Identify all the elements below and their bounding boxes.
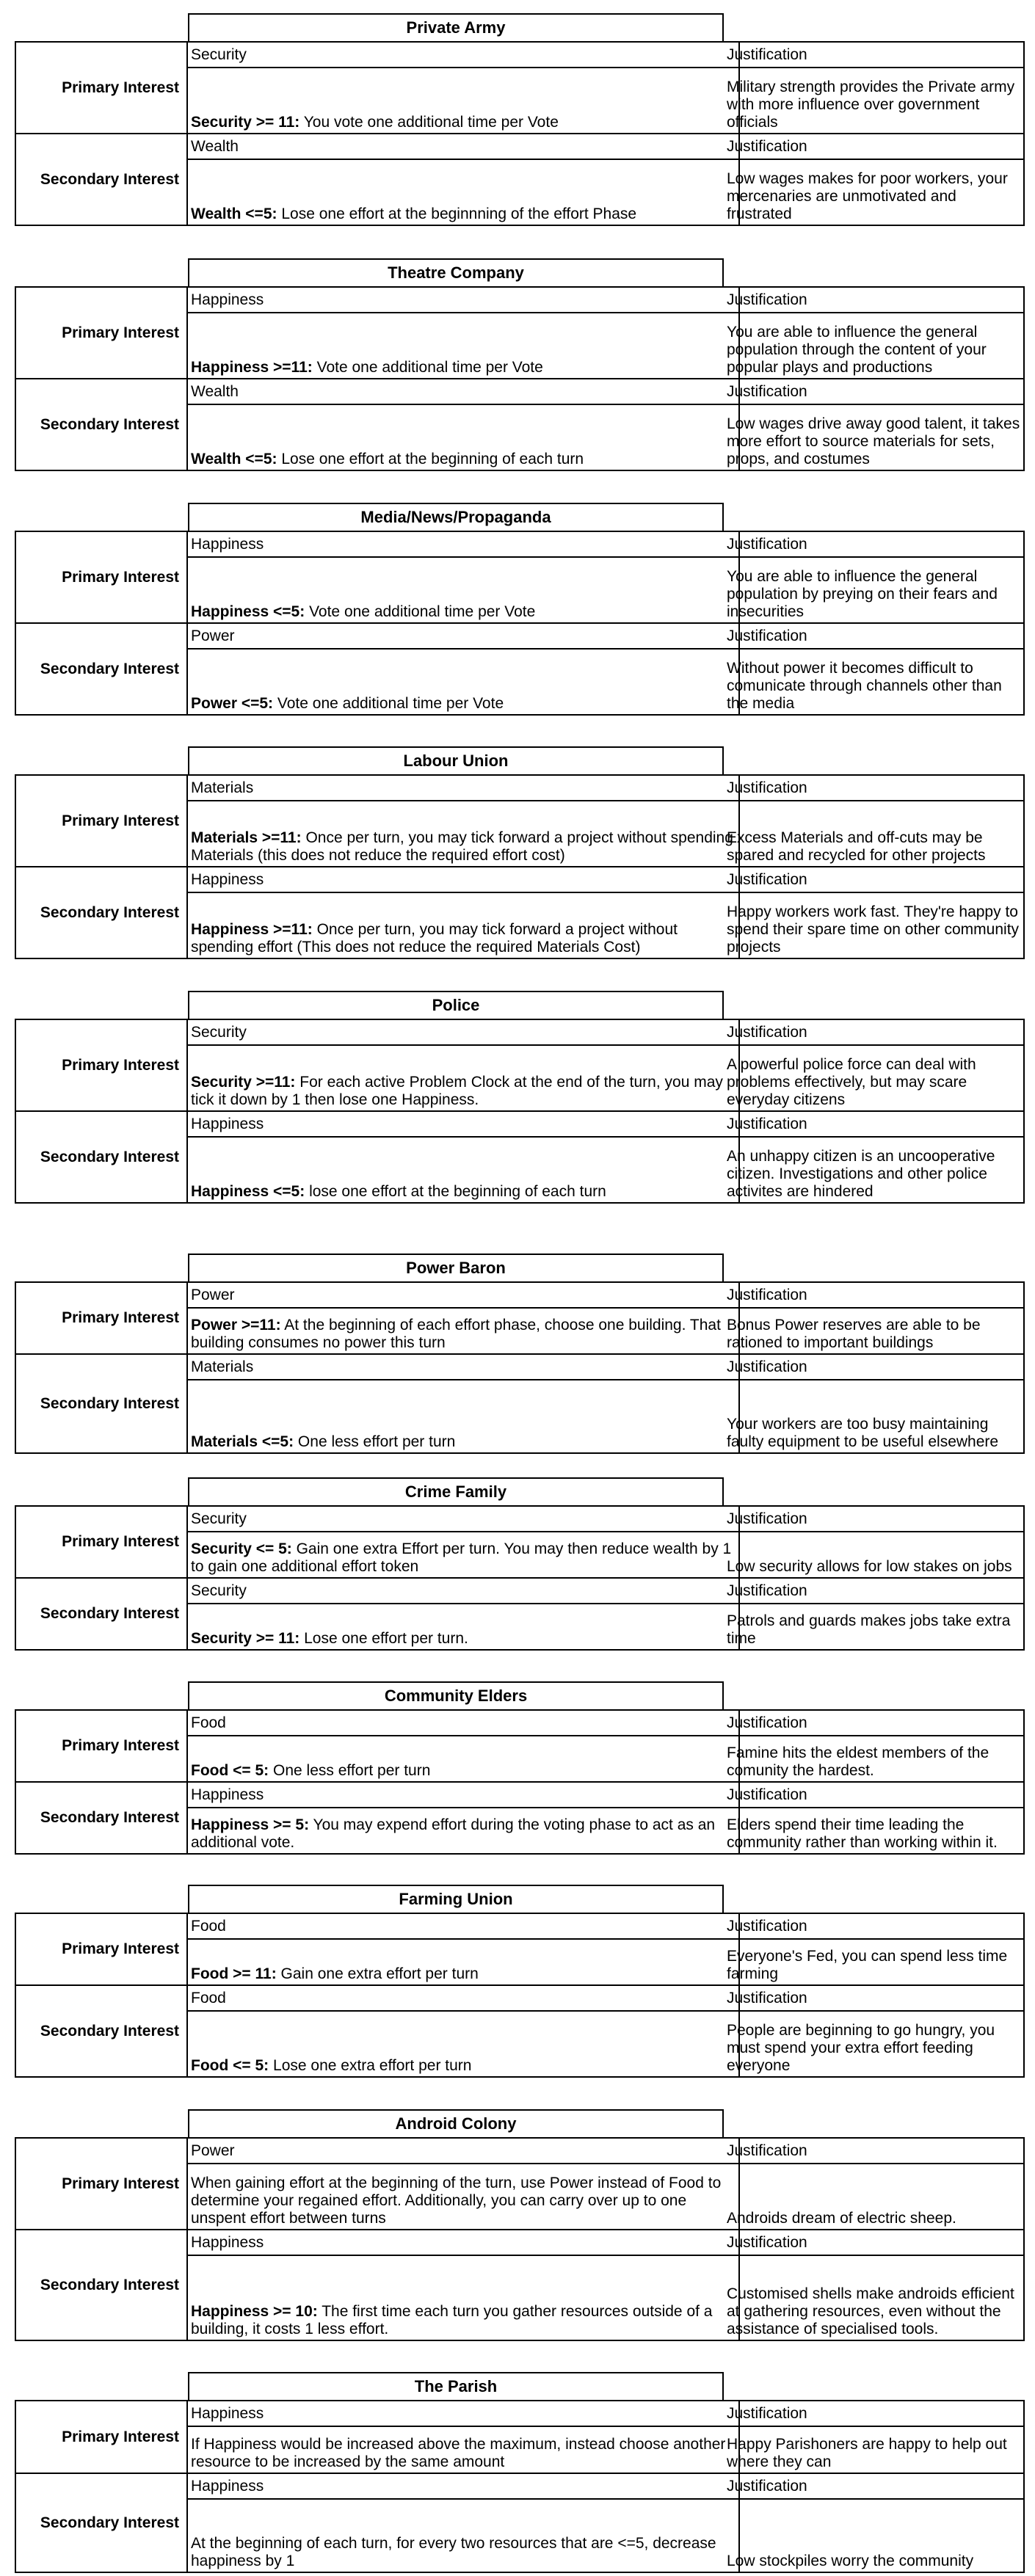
resource-cell: Happiness (188, 531, 740, 558)
secondary-interest-label: Secondary Interest (15, 378, 188, 471)
justification-header: Justification (724, 1984, 1025, 2012)
primary-interest-label: Primary Interest (15, 531, 188, 624)
effect-cell (188, 801, 740, 867)
effect-cell (188, 2256, 740, 2341)
secondary-interest-label: Secondary Interest (15, 1577, 188, 1651)
justification-header: Justification (724, 378, 1025, 405)
effect-text (191, 1630, 468, 1648)
effect-condition: Security <= 5: (191, 1540, 292, 1557)
effect-cell (188, 1736, 740, 1783)
faction-power-baron (0, 1254, 1035, 1457)
effect-condition: Security >= 11: (191, 1630, 300, 1647)
effect-description: Lose one effort at the beginnning of the effort Phase (277, 205, 637, 222)
secondary-interest-block (15, 1577, 1025, 1651)
primary-interest-block (15, 2400, 1025, 2474)
effect-condition: Happiness <=5: (191, 1183, 305, 1200)
faction-crime-family (0, 1477, 1035, 1653)
justification-text (724, 1138, 1025, 1204)
effect-text (191, 2436, 736, 2471)
justification-header: Justification (724, 2473, 1025, 2500)
effect-condition: Wealth <=5: (191, 205, 277, 222)
effect-description: One less effort per turn (294, 1433, 456, 1450)
justification-header: Justification (724, 1281, 1025, 1309)
primary-interest-block (15, 774, 1025, 867)
secondary-interest-block (15, 2229, 1025, 2341)
justification-text (724, 650, 1025, 716)
faction-private-army (0, 13, 1035, 229)
primary-interest-block (15, 1281, 1025, 1355)
secondary-interest-label: Secondary Interest (15, 2229, 188, 2341)
effect-condition: Happiness >= 10: (191, 2303, 318, 2320)
justification-text (724, 801, 1025, 867)
justification-header: Justification (724, 774, 1025, 801)
effect-text (191, 1762, 430, 1780)
effect-description: Lose one effort per turn. (299, 1630, 468, 1647)
resource-cell: Materials (188, 774, 740, 801)
effect-description: At the beginning of each turn, for every two resources that are <=5, decrease happiness by 1 (191, 2535, 716, 2569)
justification-text (724, 558, 1025, 624)
secondary-interest-block (15, 622, 1025, 716)
resource-cell: Materials (188, 1353, 740, 1380)
justification-value: Military strength provides the Private army with more influence over government officials (727, 79, 1015, 131)
justification-header: Justification (724, 1505, 1025, 1532)
resource-cell: Wealth (188, 378, 740, 405)
effect-condition: Happiness >=11: (191, 921, 313, 938)
resource-cell: Happiness (188, 2473, 740, 2500)
effect-text (191, 1183, 606, 1201)
primary-interest-label: Primary Interest (15, 2400, 188, 2474)
justification-text (724, 2427, 1025, 2474)
justification-text (724, 2256, 1025, 2341)
effect-cell (188, 1532, 740, 1579)
justification-value: Low wages makes for poor workers, your mercenaries are unmotivated and frustrated (727, 170, 1008, 222)
justification-value: You are able to influence the general population through the content of your popular plays and productions (727, 324, 987, 376)
justification-value: People are beginning to go hungry, you must spend your extra effort feeding everyone (727, 2022, 995, 2074)
effect-text (191, 829, 736, 865)
justification-value: Excess Materials and off-cuts may be spared and recycled for other projects (727, 829, 986, 864)
justification-header: Justification (724, 1709, 1025, 1736)
primary-interest-block (15, 1709, 1025, 1783)
effect-cell (188, 558, 740, 624)
primary-interest-label: Primary Interest (15, 774, 188, 867)
effect-description: You may expend effort during the voting phase to act as an additional vote. (191, 1816, 716, 1851)
justification-header: Justification (724, 622, 1025, 650)
resource-cell: Security (188, 1019, 740, 1046)
primary-interest-block (15, 41, 1025, 134)
faction-title: Farming Union (188, 1885, 724, 1914)
faction-farming-union (0, 1885, 1035, 2081)
effect-condition: Wealth <=5: (191, 451, 277, 467)
secondary-interest-label: Secondary Interest (15, 866, 188, 959)
faction-title: Theatre Company (188, 258, 724, 288)
justification-text (724, 2164, 1025, 2230)
resource-cell: Food (188, 1984, 740, 2012)
justification-text (724, 405, 1025, 471)
primary-interest-block (15, 286, 1025, 379)
faction-title: Media/News/Propaganda (188, 503, 724, 532)
secondary-interest-block (15, 378, 1025, 471)
primary-interest-label: Primary Interest (15, 286, 188, 379)
effect-cell (188, 1380, 740, 1454)
justification-value: Everyone's Fed, you can spend less time farming (727, 1948, 1008, 1982)
primary-interest-label: Primary Interest (15, 1709, 188, 1783)
faction-title: Private Army (188, 13, 724, 43)
resource-cell: Happiness (188, 1781, 740, 1808)
secondary-interest-block (15, 866, 1025, 959)
justification-value: Customised shells make androids efficient at gathering resources, even without the assistance of specialised tools. (727, 2285, 1014, 2337)
effect-condition: Food <= 5: (191, 2057, 269, 2074)
effect-text (191, 1816, 736, 1852)
primary-interest-block (15, 1913, 1025, 1986)
justification-value: Low stockpiles worry the community (727, 2553, 974, 2569)
justification-header: Justification (724, 866, 1025, 893)
justification-value: Bonus Power reserves are able to be rationed to important buildings (727, 1317, 981, 1351)
resource-cell: Food (188, 1709, 740, 1736)
effect-description: Lose one effort at the beginning of each turn (277, 451, 584, 467)
effect-text (191, 1433, 455, 1451)
secondary-interest-label: Secondary Interest (15, 1353, 188, 1454)
effect-description: Once per turn, you may tick forward a project without spending effort (This does not reduce the required Materials Cost) (191, 921, 678, 956)
secondary-interest-label: Secondary Interest (15, 1110, 188, 1204)
resource-cell: Happiness (188, 2229, 740, 2256)
effect-description: For each active Problem Clock at the end of the turn, you may tick it down by 1 then lose one Happiness. (191, 1074, 723, 1108)
resource-cell: Happiness (188, 866, 740, 893)
effect-cell (188, 2012, 740, 2078)
effect-text (191, 1965, 479, 1983)
effect-cell (188, 1309, 740, 1355)
secondary-interest-label: Secondary Interest (15, 1781, 188, 1855)
effect-text (191, 205, 636, 223)
justification-text (724, 1309, 1025, 1355)
effect-description: Vote one additional time per Vote (273, 695, 504, 712)
justification-text (724, 1808, 1025, 1855)
effect-description: Vote one additional time per Vote (312, 359, 543, 376)
justification-header: Justification (724, 2229, 1025, 2256)
effect-description: Gain one extra Effort per turn. You may then reduce wealth by 1 to gain one additional effort token (191, 1540, 732, 1575)
secondary-interest-block (15, 1353, 1025, 1454)
primary-interest-label: Primary Interest (15, 41, 188, 134)
effect-text (191, 695, 504, 713)
secondary-interest-label: Secondary Interest (15, 622, 188, 716)
resource-cell: Security (188, 1577, 740, 1604)
effect-cell (188, 1604, 740, 1651)
resource-cell: Wealth (188, 133, 740, 160)
primary-interest-label: Primary Interest (15, 1913, 188, 1986)
justification-value: Happy workers work fast. They're happy to spend their spare time on other community projects (727, 903, 1020, 956)
justification-header: Justification (724, 2137, 1025, 2164)
secondary-interest-block (15, 1984, 1025, 2078)
primary-interest-label: Primary Interest (15, 2137, 188, 2230)
justification-value: Low security allows for low stakes on jobs (727, 1558, 1012, 1575)
effect-text (191, 2303, 736, 2338)
effect-text (191, 359, 543, 376)
effect-condition: Happiness >=11: (191, 359, 313, 376)
justification-value: Your workers are too busy maintaining faulty equipment to be useful elsewhere (727, 1416, 999, 1450)
primary-interest-block (15, 1505, 1025, 1579)
justification-text (724, 1532, 1025, 1579)
effect-condition: Power >=11: (191, 1317, 281, 1334)
secondary-interest-label: Secondary Interest (15, 133, 188, 226)
justification-value: An unhappy citizen is an uncooperative citizen. Investigations and other police activites are hindered (727, 1148, 995, 1200)
faction-title: Community Elders (188, 1681, 724, 1711)
justification-text (724, 893, 1025, 959)
effect-description: When gaining effort at the beginning of the turn, use Power instead of Food to determine your regained effort. Additionally, you can carry over up to one unspent effort between turns (191, 2175, 722, 2227)
effect-description: lose one effort at the beginning of each turn (305, 1183, 606, 1200)
primary-interest-block (15, 1019, 1025, 1112)
effect-text (191, 2535, 736, 2570)
secondary-interest-block (15, 1781, 1025, 1855)
secondary-interest-label: Secondary Interest (15, 2473, 188, 2573)
justification-header: Justification (724, 41, 1025, 68)
effect-condition: Materials >=11: (191, 829, 302, 846)
effect-description: Gain one extra effort per turn (276, 1965, 479, 1982)
resource-cell: Happiness (188, 2400, 740, 2427)
justification-header: Justification (724, 1781, 1025, 1808)
justification-header: Justification (724, 133, 1025, 160)
effect-cell (188, 1808, 740, 1855)
justification-value: You are able to influence the general population by preying on their fears and insecurities (727, 568, 998, 620)
effect-description: Once per turn, you may tick forward a project without spending Materials (this does not reduce the required effort cost) (191, 829, 733, 864)
justification-text (724, 1380, 1025, 1454)
faction-media-news-propaganda (0, 503, 1035, 718)
effect-description: Vote one additional time per Vote (305, 603, 536, 620)
justification-text (724, 68, 1025, 134)
faction-police (0, 991, 1035, 1207)
primary-interest-label: Primary Interest (15, 1281, 188, 1355)
secondary-interest-block (15, 2473, 1025, 2573)
resource-cell: Security (188, 41, 740, 68)
resource-cell: Power (188, 1281, 740, 1309)
justification-header: Justification (724, 1110, 1025, 1138)
justification-header: Justification (724, 2400, 1025, 2427)
faction-title: Crime Family (188, 1477, 724, 1507)
effect-text (191, 114, 559, 131)
justification-value: Happy Parishoners are happy to help out where they can (727, 2436, 1007, 2470)
effect-description: You vote one additional time per Vote (299, 114, 559, 131)
faction-title: Power Baron (188, 1254, 724, 1283)
effect-cell (188, 2427, 740, 2474)
effect-text (191, 451, 584, 468)
justification-text (724, 1736, 1025, 1783)
resource-cell: Happiness (188, 1110, 740, 1138)
faction-android-colony (0, 2109, 1035, 2344)
effect-description: The first time each turn you gather resources outside of a building, it costs 1 less effort. (191, 2303, 713, 2337)
effect-condition: Food >= 11: (191, 1965, 277, 1982)
justification-text (724, 1940, 1025, 1986)
resource-cell: Security (188, 1505, 740, 1532)
effect-description: If Happiness would be increased above the maximum, instead choose another resource to be increased by the same amount (191, 2436, 726, 2470)
effect-cell (188, 2164, 740, 2230)
justification-text (724, 1046, 1025, 1112)
effect-cell (188, 650, 740, 716)
effect-text (191, 603, 535, 621)
justification-value: Androids dream of electric sheep. (727, 2210, 956, 2227)
justification-header: Justification (724, 531, 1025, 558)
faction-the-parish (0, 2372, 1035, 2576)
effect-text (191, 2175, 736, 2227)
justification-text (724, 2012, 1025, 2078)
effect-description: One less effort per turn (269, 1762, 431, 1779)
justification-value: Elders spend their time leading the community rather than working within it. (727, 1816, 998, 1851)
effect-text (191, 921, 736, 956)
effect-condition: Happiness >= 5: (191, 1816, 310, 1833)
justification-header: Justification (724, 1913, 1025, 1940)
effect-cell (188, 1138, 740, 1204)
primary-interest-label: Primary Interest (15, 1505, 188, 1579)
resource-cell: Food (188, 1913, 740, 1940)
faction-title: The Parish (188, 2372, 724, 2401)
effect-cell (188, 68, 740, 134)
effect-text (191, 1074, 736, 1109)
justification-value: Without power it becomes difficult to comunicate through channels other than the media (727, 660, 1002, 712)
resource-cell: Power (188, 622, 740, 650)
primary-interest-block (15, 2137, 1025, 2230)
effect-cell (188, 405, 740, 471)
effect-cell (188, 893, 740, 959)
faction-title: Android Colony (188, 2109, 724, 2139)
effect-condition: Happiness <=5: (191, 603, 305, 620)
effect-text (191, 2057, 471, 2075)
justification-value: A powerful police force can deal with problems effectively, but may scare everyday citizens (727, 1056, 976, 1108)
effect-condition: Security >= 11: (191, 114, 300, 131)
justification-text (724, 1604, 1025, 1651)
effect-cell (188, 313, 740, 379)
secondary-interest-block (15, 1110, 1025, 1204)
effect-text (191, 1317, 736, 1352)
effect-description: Lose one extra effort per turn (269, 2057, 472, 2074)
secondary-interest-block (15, 133, 1025, 226)
resource-cell: Power (188, 2137, 740, 2164)
justification-value: Patrols and guards makes jobs take extra time (727, 1612, 1011, 1647)
effect-cell (188, 1046, 740, 1112)
effect-condition: Food <= 5: (191, 1762, 269, 1779)
justification-text (724, 160, 1025, 226)
faction-theatre-company (0, 258, 1035, 474)
effect-text (191, 1540, 736, 1576)
effect-condition: Materials <=5: (191, 1433, 294, 1450)
justification-value: Low wages drive away good talent, it takes more effort to source materials for sets, props, and costumes (727, 415, 1020, 467)
primary-interest-label: Primary Interest (15, 1019, 188, 1112)
justification-header: Justification (724, 286, 1025, 313)
effect-description: At the beginning of each effort phase, choose one building. That building consumes no power this turn (191, 1317, 721, 1351)
justification-text (724, 2500, 1025, 2573)
faction-community-elders (0, 1681, 1035, 1858)
secondary-interest-label: Secondary Interest (15, 1984, 188, 2078)
effect-condition: Power <=5: (191, 695, 274, 712)
justification-header: Justification (724, 1577, 1025, 1604)
justification-header: Justification (724, 1019, 1025, 1046)
effect-cell (188, 1940, 740, 1986)
effect-cell (188, 2500, 740, 2573)
faction-title: Police (188, 991, 724, 1020)
effect-condition: Security >=11: (191, 1074, 296, 1091)
effect-cell (188, 160, 740, 226)
faction-title: Labour Union (188, 746, 724, 776)
justification-header: Justification (724, 1353, 1025, 1380)
justification-text (724, 313, 1025, 379)
primary-interest-block (15, 531, 1025, 624)
justification-value: Famine hits the eldest members of the comunity the hardest. (727, 1744, 989, 1779)
resource-cell: Happiness (188, 286, 740, 313)
faction-labour-union (0, 746, 1035, 962)
